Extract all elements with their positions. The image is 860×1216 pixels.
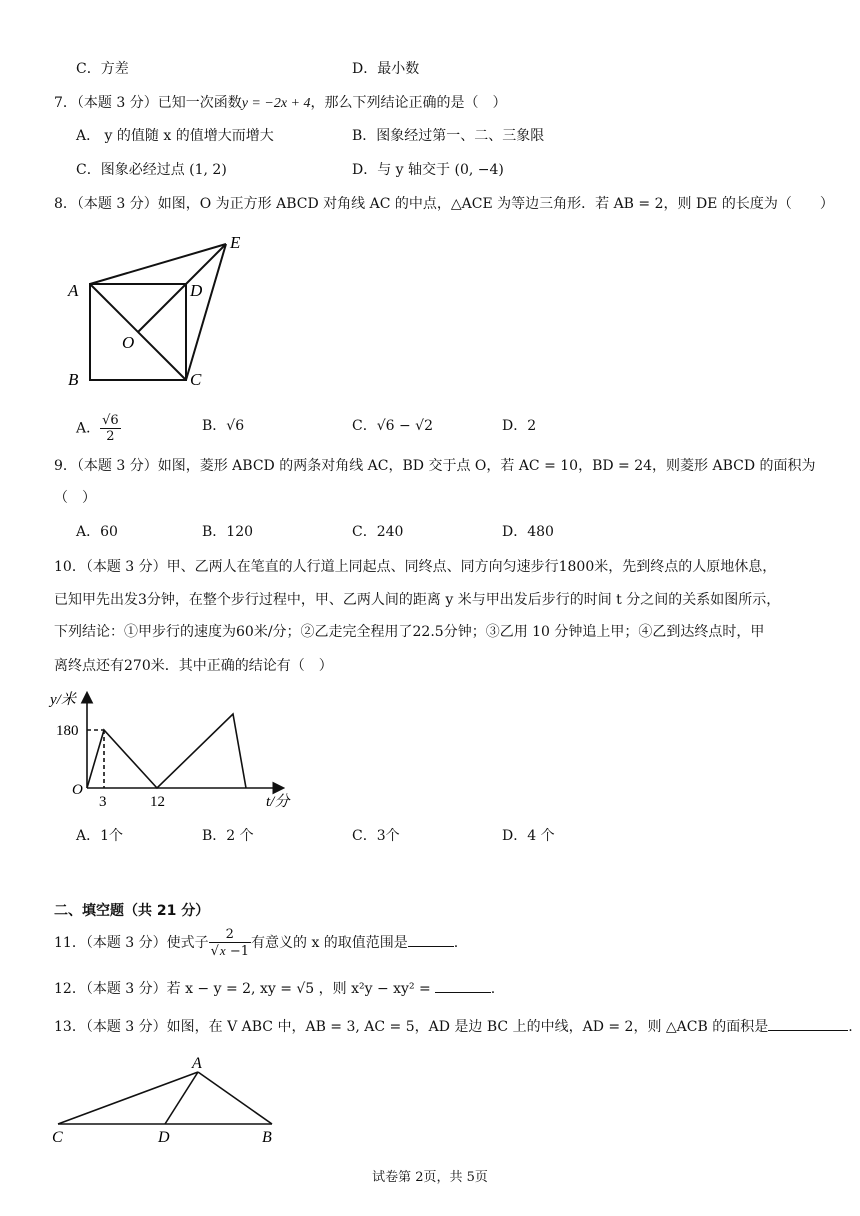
- q11-answer-blank[interactable]: [408, 932, 454, 947]
- q11-denominator: √x −1: [210, 943, 249, 959]
- q10-line-4: 离终点还有270米．其中正确的结论有（ ）: [54, 658, 333, 674]
- q11-stem-post: 有意义的 x 的取值范围是: [251, 935, 408, 951]
- q8-option-a-denominator: 2: [106, 429, 115, 444]
- q10-line-2: 已知甲先出发3分钟，在整个步行过程中，甲、乙两人间的距离 y 米与甲出发后步行的时间 t 分之间的关系如图所示，: [54, 592, 781, 608]
- q8-option-a-letter: A．: [76, 420, 101, 437]
- q7-option-d: D．与 y 轴交于 (0, −4): [352, 162, 504, 178]
- section-fill-in-title: 二、填空题（共 21 分）: [54, 903, 210, 919]
- q10-option-d: D．4 个: [502, 828, 555, 844]
- q8-square-figure: [60, 228, 260, 398]
- q7-stem-pre: 7．（本题 3 分）已知一次函数: [54, 95, 242, 111]
- q13-label-b: B: [262, 1129, 272, 1146]
- q8-option-d: D．2: [502, 418, 537, 434]
- q10-option-b: B．2 个: [202, 828, 254, 844]
- q13-stem: [54, 1016, 853, 1037]
- q12-end: .: [490, 981, 496, 997]
- q7-option-a: A． y 的值随 x 的值增大而增大: [76, 128, 274, 144]
- q11-end: .: [453, 935, 459, 951]
- q8-option-a: [76, 413, 121, 444]
- q10-option-a: A．1个: [76, 828, 124, 844]
- q13-label-d: D: [158, 1129, 170, 1146]
- q10-graph-line: [87, 714, 246, 788]
- q13-side-ab: [198, 1072, 272, 1124]
- q10-origin-label: O: [72, 782, 83, 798]
- q8-label-o: O: [122, 333, 135, 352]
- q11-numerator: 2: [209, 927, 251, 943]
- q10-y-label: y/米: [50, 692, 76, 708]
- q13-end: .: [848, 1019, 853, 1035]
- q10-option-c: C．3个: [352, 828, 400, 844]
- q13-label-c: C: [52, 1129, 63, 1146]
- q6-option-d: D．最小数: [352, 61, 420, 77]
- q12-answer-blank[interactable]: [435, 978, 491, 993]
- q13-median-ad: [165, 1072, 198, 1124]
- q7-stem: [54, 93, 507, 114]
- q11-fraction: [209, 927, 251, 959]
- q9-option-b: B．120: [202, 524, 254, 540]
- q10-tick-180: 180: [56, 723, 79, 739]
- q9-paren: （ ）: [54, 490, 96, 506]
- q11-stem-pre: 11．（本题 3 分）使式子: [54, 935, 209, 951]
- q10-x-label: t/分: [266, 794, 290, 810]
- q9-option-d: D．480: [502, 524, 554, 540]
- q12-stem-pre: 12．（本题 3 分）若 x − y = 2, xy = √5 ，则 x²y − xy² =: [54, 981, 431, 997]
- q13-label-a: A: [192, 1055, 202, 1072]
- q12-stem: [54, 978, 495, 999]
- q10-tick-12: 12: [150, 794, 165, 810]
- q6-option-c: C．方差: [76, 61, 129, 77]
- q8-label-e: E: [230, 233, 241, 252]
- q7-formula: y = −2x + 4: [241, 96, 311, 111]
- q7-option-b: B．图象经过第一、二、三象限: [352, 128, 545, 144]
- q13-triangle-figure: [46, 1054, 286, 1146]
- q9-stem: 9．（本题 3 分）如图，菱形 ABCD 的两条对角线 AC，BD 交于点 O，若 AC = 10，BD = 24，则菱形 ABCD 的面积为: [54, 458, 816, 474]
- q8-option-a-fraction: [100, 413, 121, 444]
- q9-option-c: C．240: [352, 524, 404, 540]
- q9-option-a: A．60: [76, 524, 118, 540]
- q8-label-b: B: [68, 370, 79, 389]
- q11-stem: [54, 926, 458, 960]
- q8-option-b: B．√6: [202, 418, 245, 434]
- q7-option-c: C．图象必经过点 (1, 2): [76, 162, 227, 178]
- q11-denominator-tail: −1: [225, 944, 249, 959]
- q8-label-a: A: [68, 281, 79, 300]
- q7-stem-post: ，那么下列结论正确的是（ ）: [310, 95, 507, 111]
- q8-label-d: D: [190, 281, 203, 300]
- q10-distance-time-graph: [46, 684, 306, 814]
- q13-side-ca: [58, 1072, 198, 1124]
- q13-answer-blank[interactable]: [768, 1016, 848, 1031]
- q8-option-c: C．√6 − √2: [352, 418, 433, 434]
- q11-radicand: x: [219, 943, 226, 958]
- q10-line-1: 10．（本题 3 分）甲、乙两人在笔直的人行道上同起点、同终点、同方向匀速步行1800米，先到终点的人原地休息，: [54, 559, 777, 575]
- q8-option-a-numerator: √6: [102, 413, 119, 428]
- q8-label-c: C: [190, 370, 202, 389]
- q10-line-3: 下列结论：①甲步行的速度为60米/分；②乙走完全程用了22.5分钟；③乙用 10 分钟追上甲；④乙到达终点时，甲: [54, 624, 765, 640]
- q10-tick-3: 3: [99, 794, 107, 810]
- q13-stem-text: 13．（本题 3 分）如图，在 V ABC 中，AB = 3, AC = 5，AD 是边 BC 上的中线，AD = 2，则 △ACB 的面积是: [54, 1019, 769, 1035]
- q8-stem: 8．（本题 3 分）如图，O 为正方形 ABCD 对角线 AC 的中点，△ACE 为等边三角形．若 AB = 2，则 DE 的长度为（ ）: [54, 196, 834, 212]
- page-footer: 试卷第 2页，共 5页: [372, 1170, 488, 1185]
